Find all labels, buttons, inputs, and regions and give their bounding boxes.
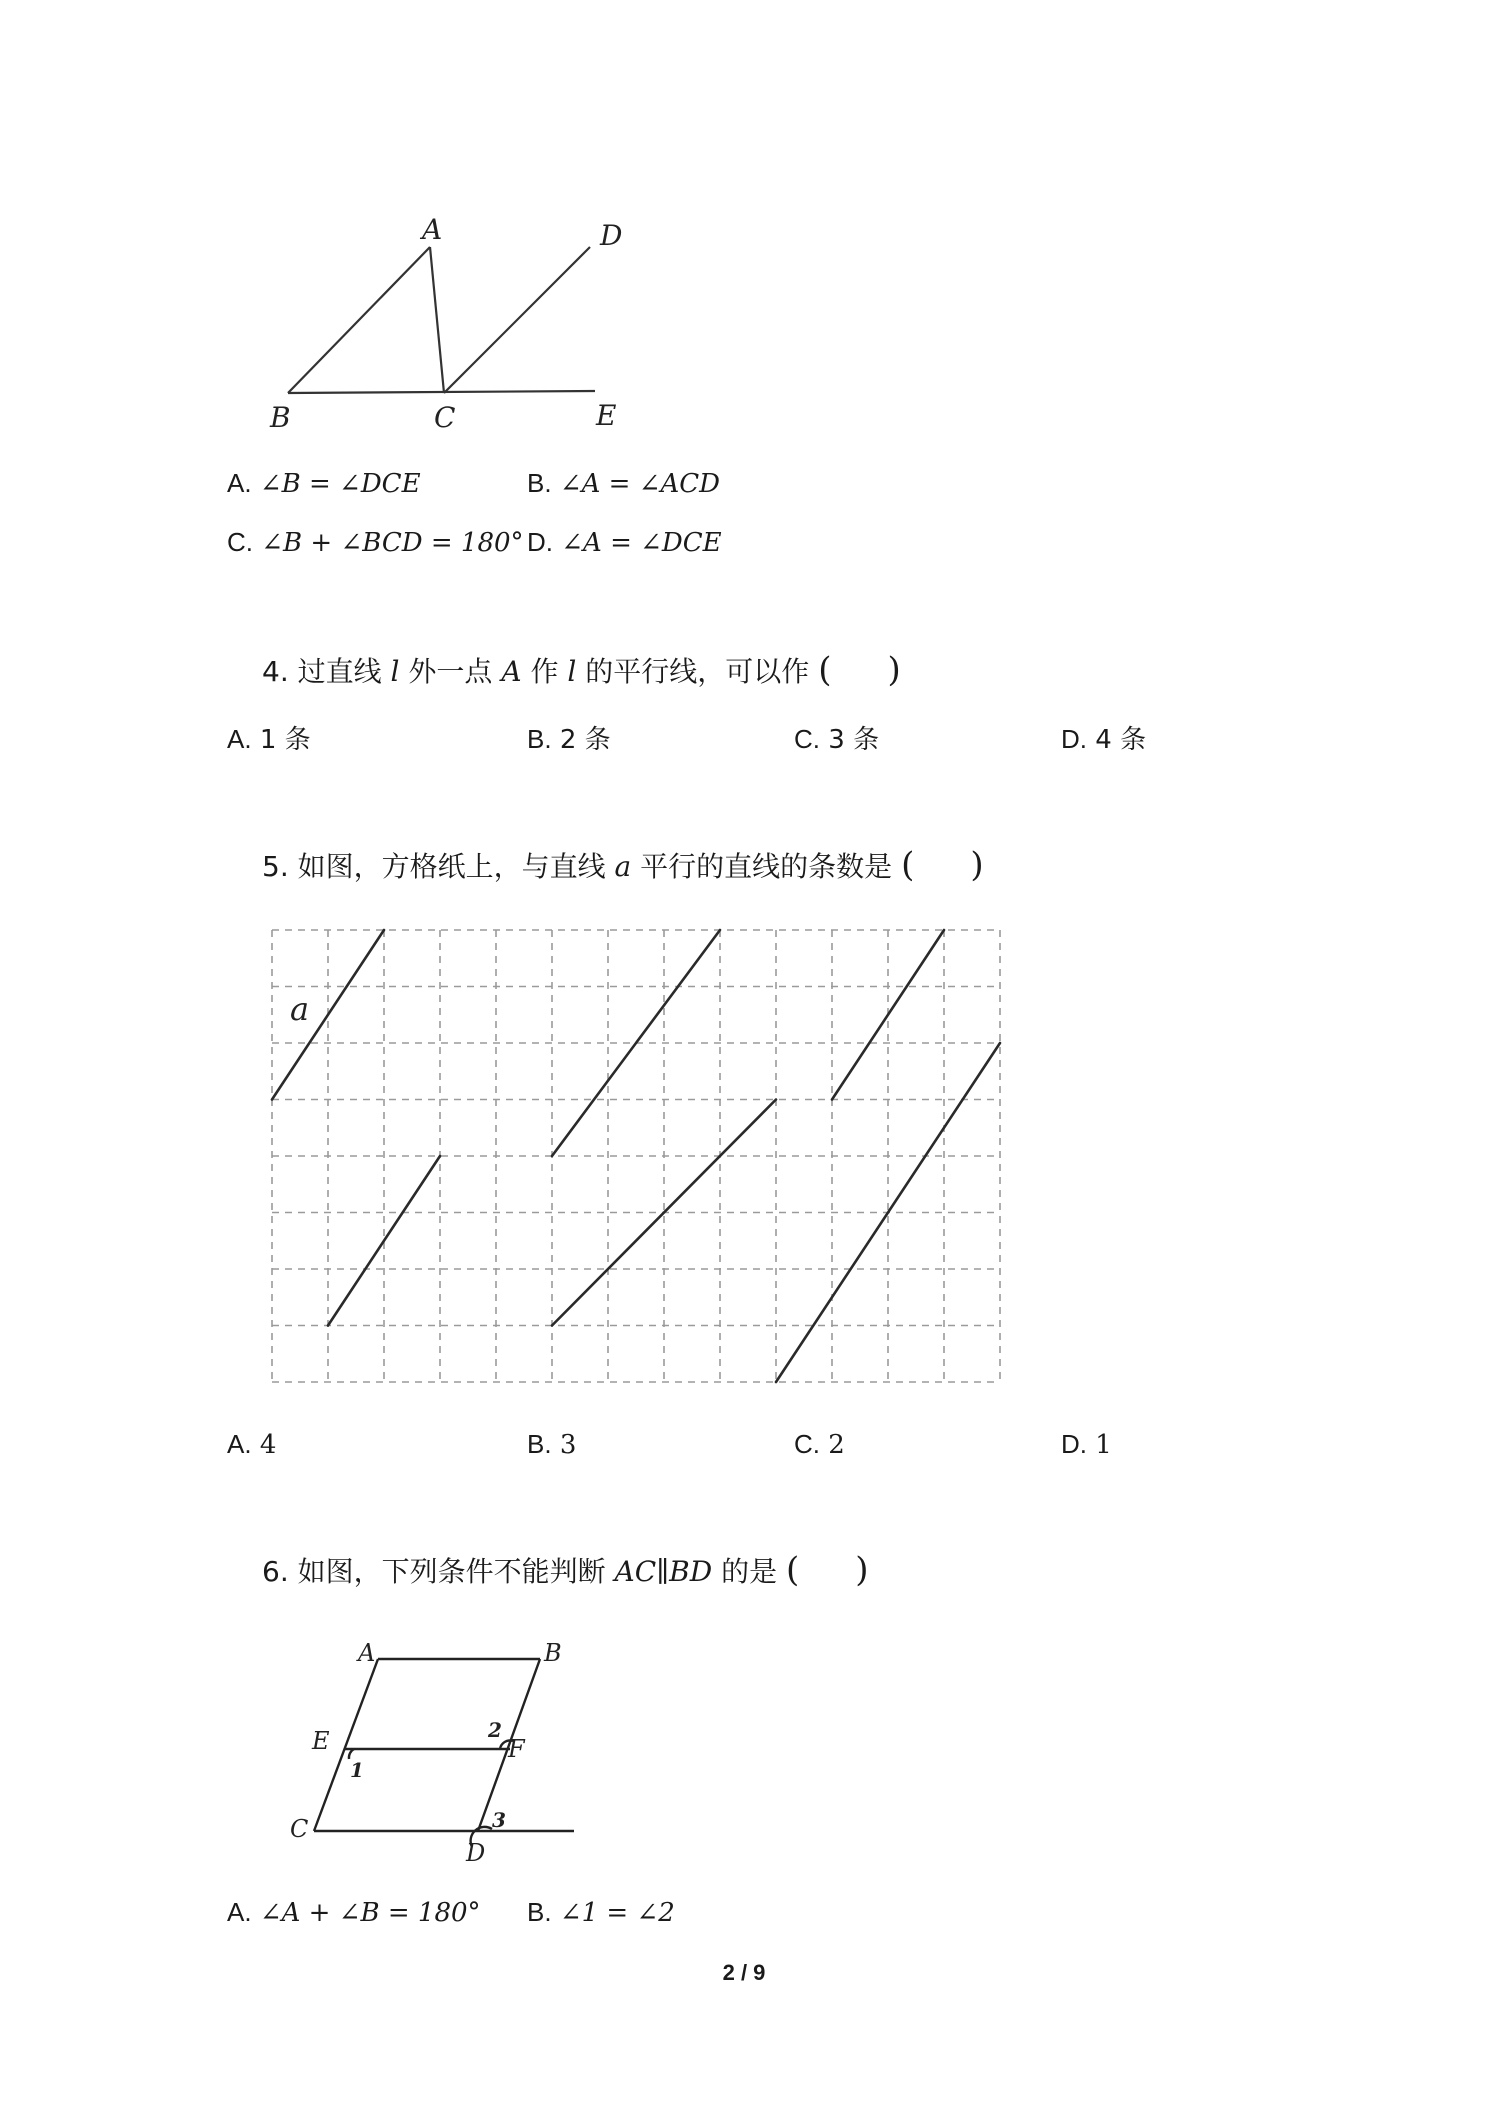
label-e: E bbox=[596, 399, 617, 432]
label-e: E bbox=[312, 1727, 330, 1755]
q6-option-b[interactable]: B. ∠1 = ∠2 bbox=[527, 1897, 675, 1928]
q5-option-c[interactable]: C. 2 bbox=[794, 1429, 845, 1460]
q5-option-d[interactable]: D. 1 bbox=[1061, 1429, 1112, 1460]
page-number: 2 / 9 bbox=[722, 1960, 766, 1985]
figure-q5-grid bbox=[260, 920, 1010, 1390]
answer-paren-close: ) bbox=[970, 845, 984, 885]
q4-option-d[interactable]: D. 4 条 bbox=[1061, 724, 1147, 755]
label-f: F bbox=[508, 1735, 525, 1763]
q6-stem: 6. 如图，下列条件不能判断 AC∥BD 的是 ( ) bbox=[262, 1550, 869, 1590]
label-d: D bbox=[466, 1839, 486, 1867]
angle-3-label: 3 bbox=[492, 1808, 506, 1832]
label-a: A bbox=[358, 1639, 376, 1667]
q4-option-c[interactable]: C. 3 条 bbox=[794, 724, 880, 755]
q5-stem: 5. 如图，方格纸上，与直线 a 平行的直线的条数是 ( ) bbox=[262, 845, 984, 885]
segment-be bbox=[288, 391, 595, 393]
q4-option-a[interactable]: A. 1 条 bbox=[227, 724, 311, 755]
label-c: C bbox=[434, 401, 456, 434]
angle-2-label: 2 bbox=[488, 1718, 502, 1742]
answer-paren-close: ) bbox=[855, 1550, 869, 1590]
label-b: B bbox=[544, 1639, 562, 1667]
answer-paren-open: ( bbox=[818, 650, 832, 690]
q3-option-c[interactable]: C. ∠B + ∠BCD = 180° bbox=[227, 527, 524, 558]
figure-q6-parallelogram bbox=[270, 1635, 590, 1875]
segment-ab bbox=[288, 247, 430, 393]
segment-ac bbox=[430, 247, 444, 393]
q3-option-d[interactable]: D. ∠A = ∠DCE bbox=[527, 527, 722, 558]
q4-option-b[interactable]: B. 2 条 bbox=[527, 724, 611, 755]
q4-stem: 4. 过直线 l 外一点 A 作 l 的平行线，可以作 ( ) bbox=[262, 650, 901, 690]
angle-1-label: 1 bbox=[350, 1758, 364, 1782]
answer-paren-close: ) bbox=[887, 650, 901, 690]
line-a-label: a bbox=[290, 990, 310, 1028]
q5-option-b[interactable]: B. 3 bbox=[527, 1429, 577, 1460]
answer-paren-open: ( bbox=[901, 845, 915, 885]
label-c: C bbox=[290, 1815, 309, 1843]
figure-q3-triangle bbox=[250, 215, 650, 435]
label-a: A bbox=[422, 215, 443, 246]
segment-cd bbox=[444, 247, 590, 393]
q6-option-a[interactable]: A. ∠A + ∠B = 180° bbox=[227, 1897, 481, 1928]
answer-paren-open: ( bbox=[785, 1550, 800, 1590]
q3-option-b[interactable]: B. ∠A = ∠ACD bbox=[527, 468, 721, 499]
label-b: B bbox=[270, 401, 291, 434]
q3-option-a[interactable]: A. ∠B = ∠DCE bbox=[227, 468, 421, 499]
label-d: D bbox=[600, 219, 623, 252]
q5-option-a[interactable]: A. 4 bbox=[227, 1429, 277, 1460]
